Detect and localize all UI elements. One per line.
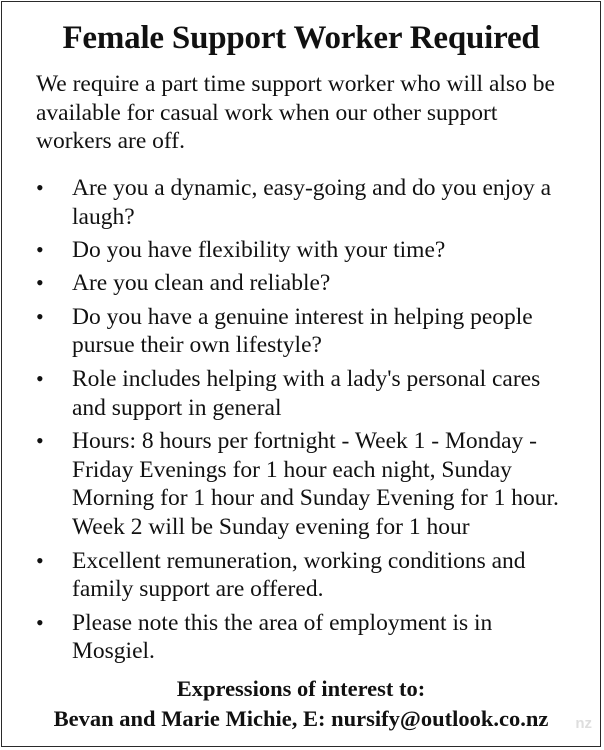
watermark: nz (575, 715, 592, 732)
list-item (36, 174, 576, 232)
list-item (36, 365, 576, 423)
bullet-icon: • (36, 365, 44, 391)
bullet-icon: • (36, 270, 44, 296)
ad-intro: We require a part time support worker who will also be available for casual work when our other support workers are off. (36, 71, 555, 154)
list-item-text: Do you have flexibility with your time? (72, 237, 446, 264)
list-item (36, 303, 576, 361)
list-item (36, 269, 576, 298)
list-item-text: Do you have a genuine interest in helping people pursue their own lifestyle? (72, 303, 533, 359)
bullet-icon: • (36, 547, 44, 573)
contact-heading: Expressions of interest to: (176, 676, 426, 701)
list-item (36, 236, 576, 265)
list-item-text: Are you clean and reliable? (72, 270, 331, 297)
contact-block (2, 674, 600, 734)
bullet-icon: • (36, 175, 44, 200)
ad-title: Female Support Worker Required (62, 20, 540, 56)
requirements-list (36, 174, 576, 671)
list-item (36, 609, 576, 667)
contact-details: Bevan and Marie Michie, E: nursify@outlook.co.nz (53, 706, 549, 731)
bullet-icon: • (36, 237, 44, 263)
bullet-icon: • (36, 303, 44, 329)
list-item (36, 427, 576, 542)
bullet-icon: • (36, 609, 44, 635)
list-item (36, 547, 576, 605)
list-item-text: Excellent remuneration, working conditions and family support are offered. (72, 547, 526, 603)
bullet-icon: • (36, 427, 44, 453)
list-item-text: Hours: 8 hours per fortnight - Week 1 - Monday - Friday Evenings for 1 hour each night, Sunday Morning for 1 hour and Sunday Evening for 1 hour. Week 2 will be Sunday evening for 1 hour (72, 427, 559, 541)
classified-ad (1, 1, 601, 747)
list-item-text: Role includes helping with a lady's personal cares and support in general (72, 365, 541, 421)
list-item-text: Please note this the area of employment is in Mosgiel. (72, 609, 493, 665)
list-item-text: Are you a dynamic, easy-going and do you enjoy a laugh? (72, 175, 552, 230)
